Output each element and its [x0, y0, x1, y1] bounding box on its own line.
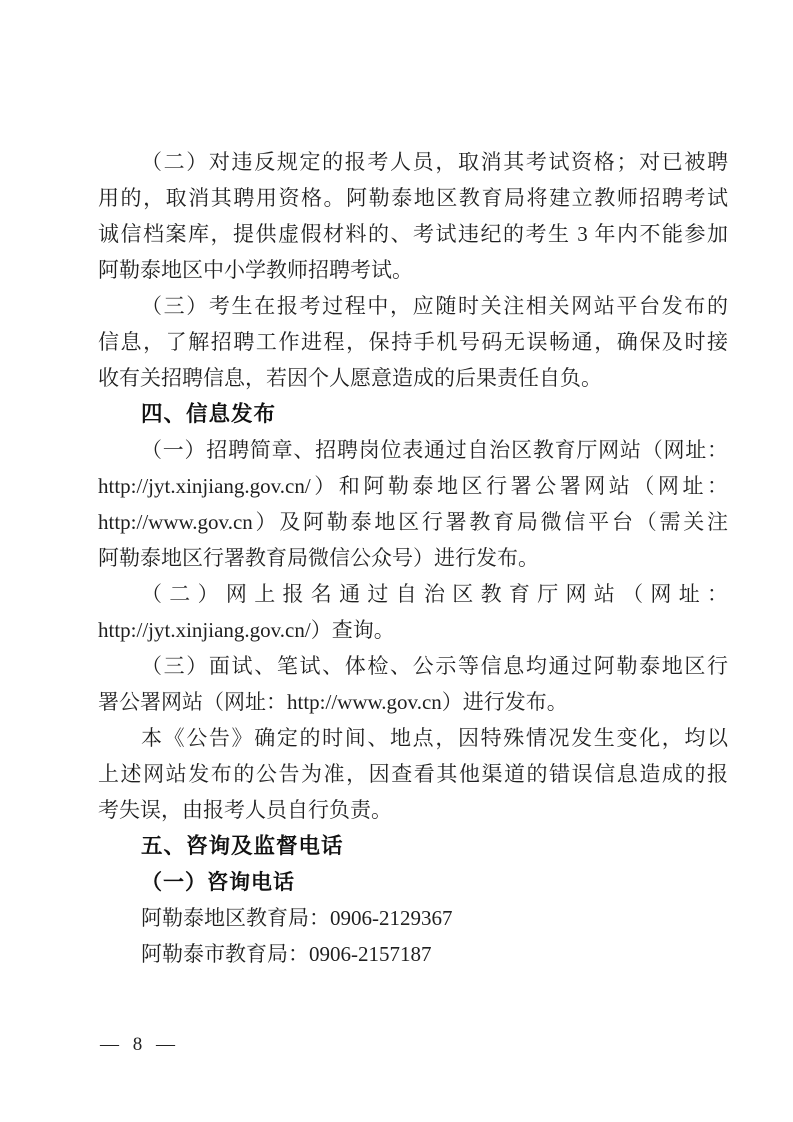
- text-line-url: http://jyt.xinjiang.gov.cn/）查询。: [98, 618, 395, 642]
- text-line: （三）考生在报考过程中，应随时关注相关网站平台发布的: [141, 294, 728, 318]
- page-number: — 8 —: [100, 1034, 176, 1055]
- text-line: （一）招聘简章、招聘岗位表通过自治区教育厅网站（网址：: [141, 438, 728, 462]
- text-line: （二）对违反规定的报考人员，取消其考试资格；对已被聘: [141, 150, 728, 174]
- text-line-url: http://jyt.xinjiang.gov.cn/）和阿勒泰地区行署公署网站（网址：: [98, 474, 728, 498]
- section-heading-contact-phones: 五、咨询及监督电话: [141, 834, 344, 858]
- text-line: 信息，了解招聘工作进程，保持手机号码无误畅通，确保及时接: [98, 330, 728, 354]
- text-line: 阿勒泰地区中小学教师招聘考试。: [98, 258, 413, 282]
- text-line: 诚信档案库，提供虚假材料的、考试违纪的考生 3 年内不能参加: [98, 222, 728, 246]
- section-heading-info-release: 四、信息发布: [141, 402, 277, 426]
- document-body: [98, 144, 728, 972]
- contact-line: 阿勒泰市教育局：0906-2157187: [141, 942, 432, 966]
- text-line: 上述网站发布的公告为准，因查看其他渠道的错误信息造成的报: [98, 762, 728, 786]
- text-line: 本《公告》确定的时间、地点，因特殊情况发生变化，均以: [141, 726, 728, 750]
- contact-line: 阿勒泰地区教育局：0906-2129367: [141, 906, 453, 930]
- text-line-url: http://www.gov.cn）及阿勒泰地区行署教育局微信平台（需关注: [98, 510, 728, 534]
- text-line: （二）网上报名通过自治区教育厅网站（网址：: [141, 582, 728, 606]
- text-line: 阿勒泰地区行署教育局微信公众号）进行发布。: [98, 546, 539, 570]
- text-line: 收有关招聘信息，若因个人愿意造成的后果责任自负。: [98, 366, 602, 390]
- text-line: （三）面试、笔试、体检、公示等信息均通过阿勒泰地区行: [141, 654, 728, 678]
- text-line: 用的，取消其聘用资格。阿勒泰地区教育局将建立教师招聘考试: [98, 186, 728, 210]
- subsection-heading-inquiry-phone: （一）咨询电话: [141, 870, 295, 894]
- text-line: 署公署网站（网址：http://www.gov.cn）进行发布。: [98, 690, 568, 714]
- text-line: 考失误，由报考人员自行负责。: [98, 798, 392, 822]
